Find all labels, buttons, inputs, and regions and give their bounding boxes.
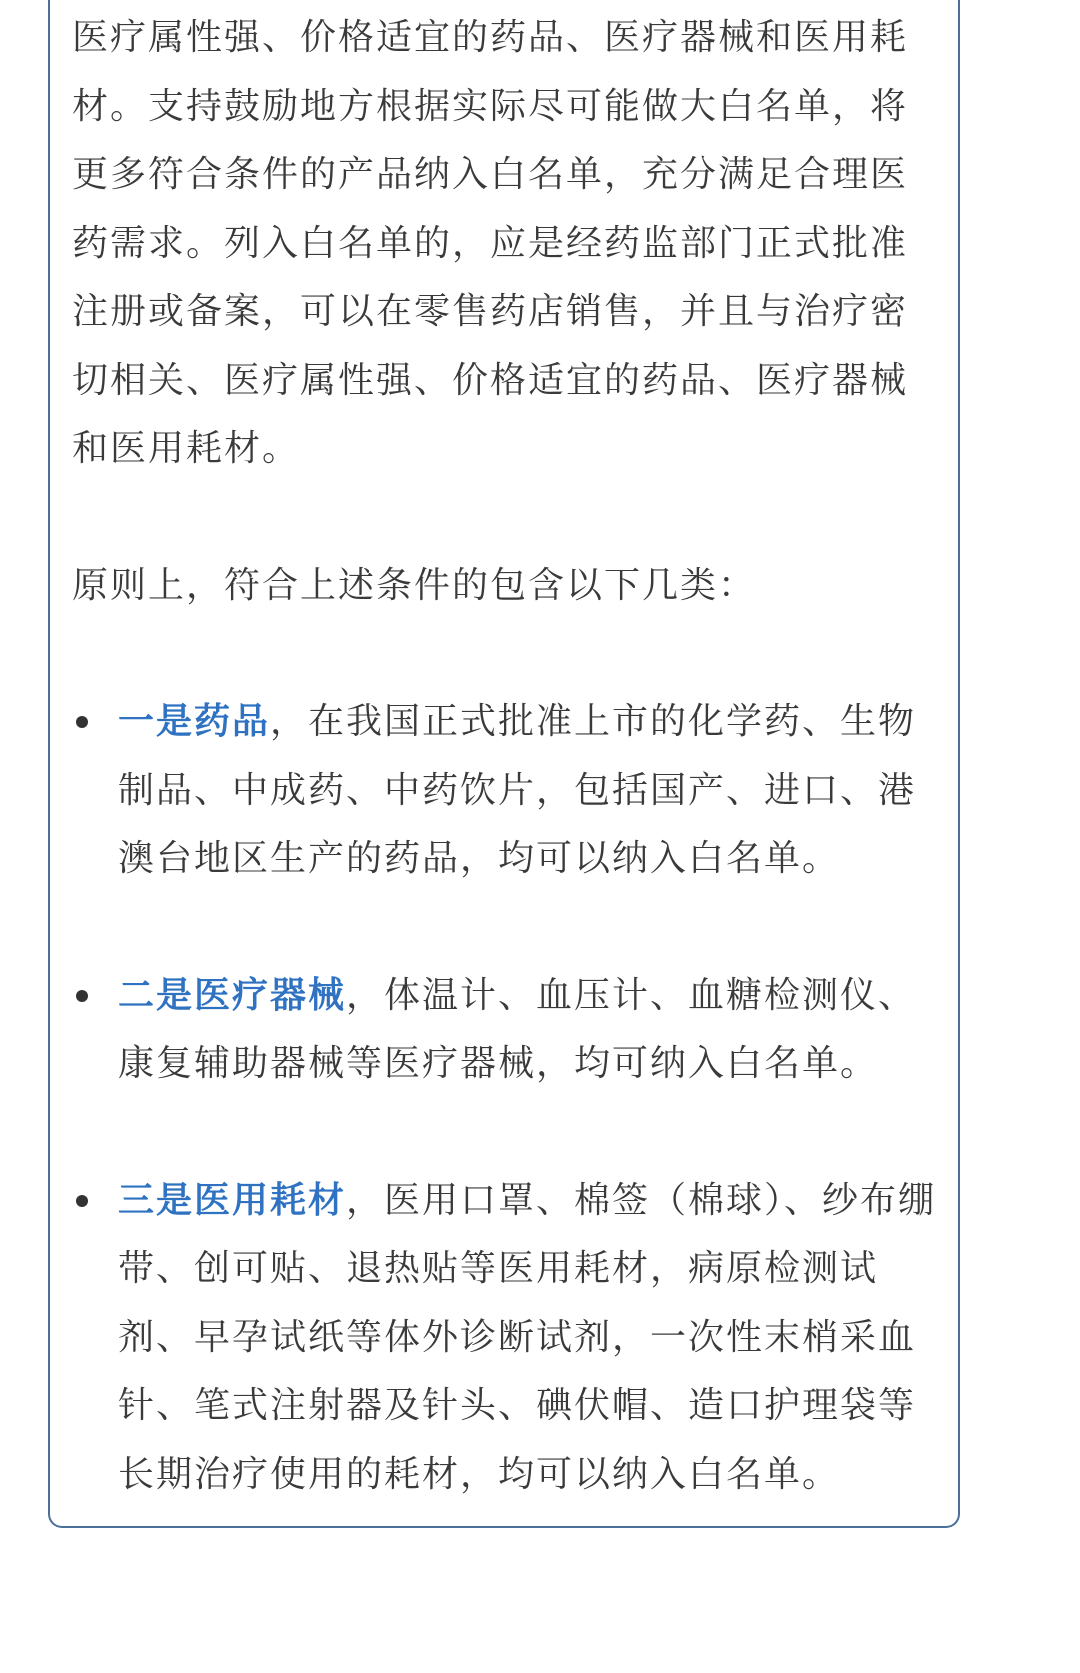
list-item-highlight: 三是医用耗材	[118, 1179, 347, 1221]
list-item-highlight: 一是药品	[118, 701, 271, 742]
list-item-consumables	[72, 1167, 942, 1510]
list-item-text: ，在我国正式批准上市的化学药、生物制品、中成药、中药饮片，包括国产、进口、港澳台地区生产的药品，均可以纳入白名单。	[118, 701, 917, 879]
list-item-text: ，医用口罩、棉签（棉球）、纱布绷带、创可贴、退热贴等医用耗材，病原检测试剂、早孕试纸等体外诊断试剂，一次性末梢采血针、笔式注射器及针头、碘伏帽、造口护理袋等长期治疗使用的耗材，均可以纳入白名单。	[118, 1179, 937, 1495]
intro-paragraph: 医疗属性强、价格适宜的药品、医疗器械和医用耗材。支持鼓励地方根据实际尽可能做大白名单，将更多符合条件的产品纳入白名单，充分满足合理医药需求。列入白名单的，应是经药监部门正式批准注册或备案，可以在零售药店销售，并且与治疗密切相关、医疗属性强、价格适宜的药品、医疗器械和医用耗材。	[72, 17, 909, 469]
list-item-highlight: 二是医疗器械	[118, 974, 347, 1016]
article-body	[72, 0, 942, 1509]
bullet-icon	[76, 716, 88, 728]
category-list	[72, 688, 942, 1509]
categories-lead-paragraph: 原则上，符合上述条件的包含以下几类：	[72, 564, 757, 606]
list-item-devices	[72, 962, 942, 1099]
list-item-text: ，体温计、血压计、血糖检测仪、康复辅助器械等医疗器械，均可纳入白名单。	[118, 974, 917, 1084]
bullet-icon	[76, 990, 88, 1002]
bullet-icon	[76, 1195, 88, 1207]
list-item-drugs	[72, 688, 942, 894]
